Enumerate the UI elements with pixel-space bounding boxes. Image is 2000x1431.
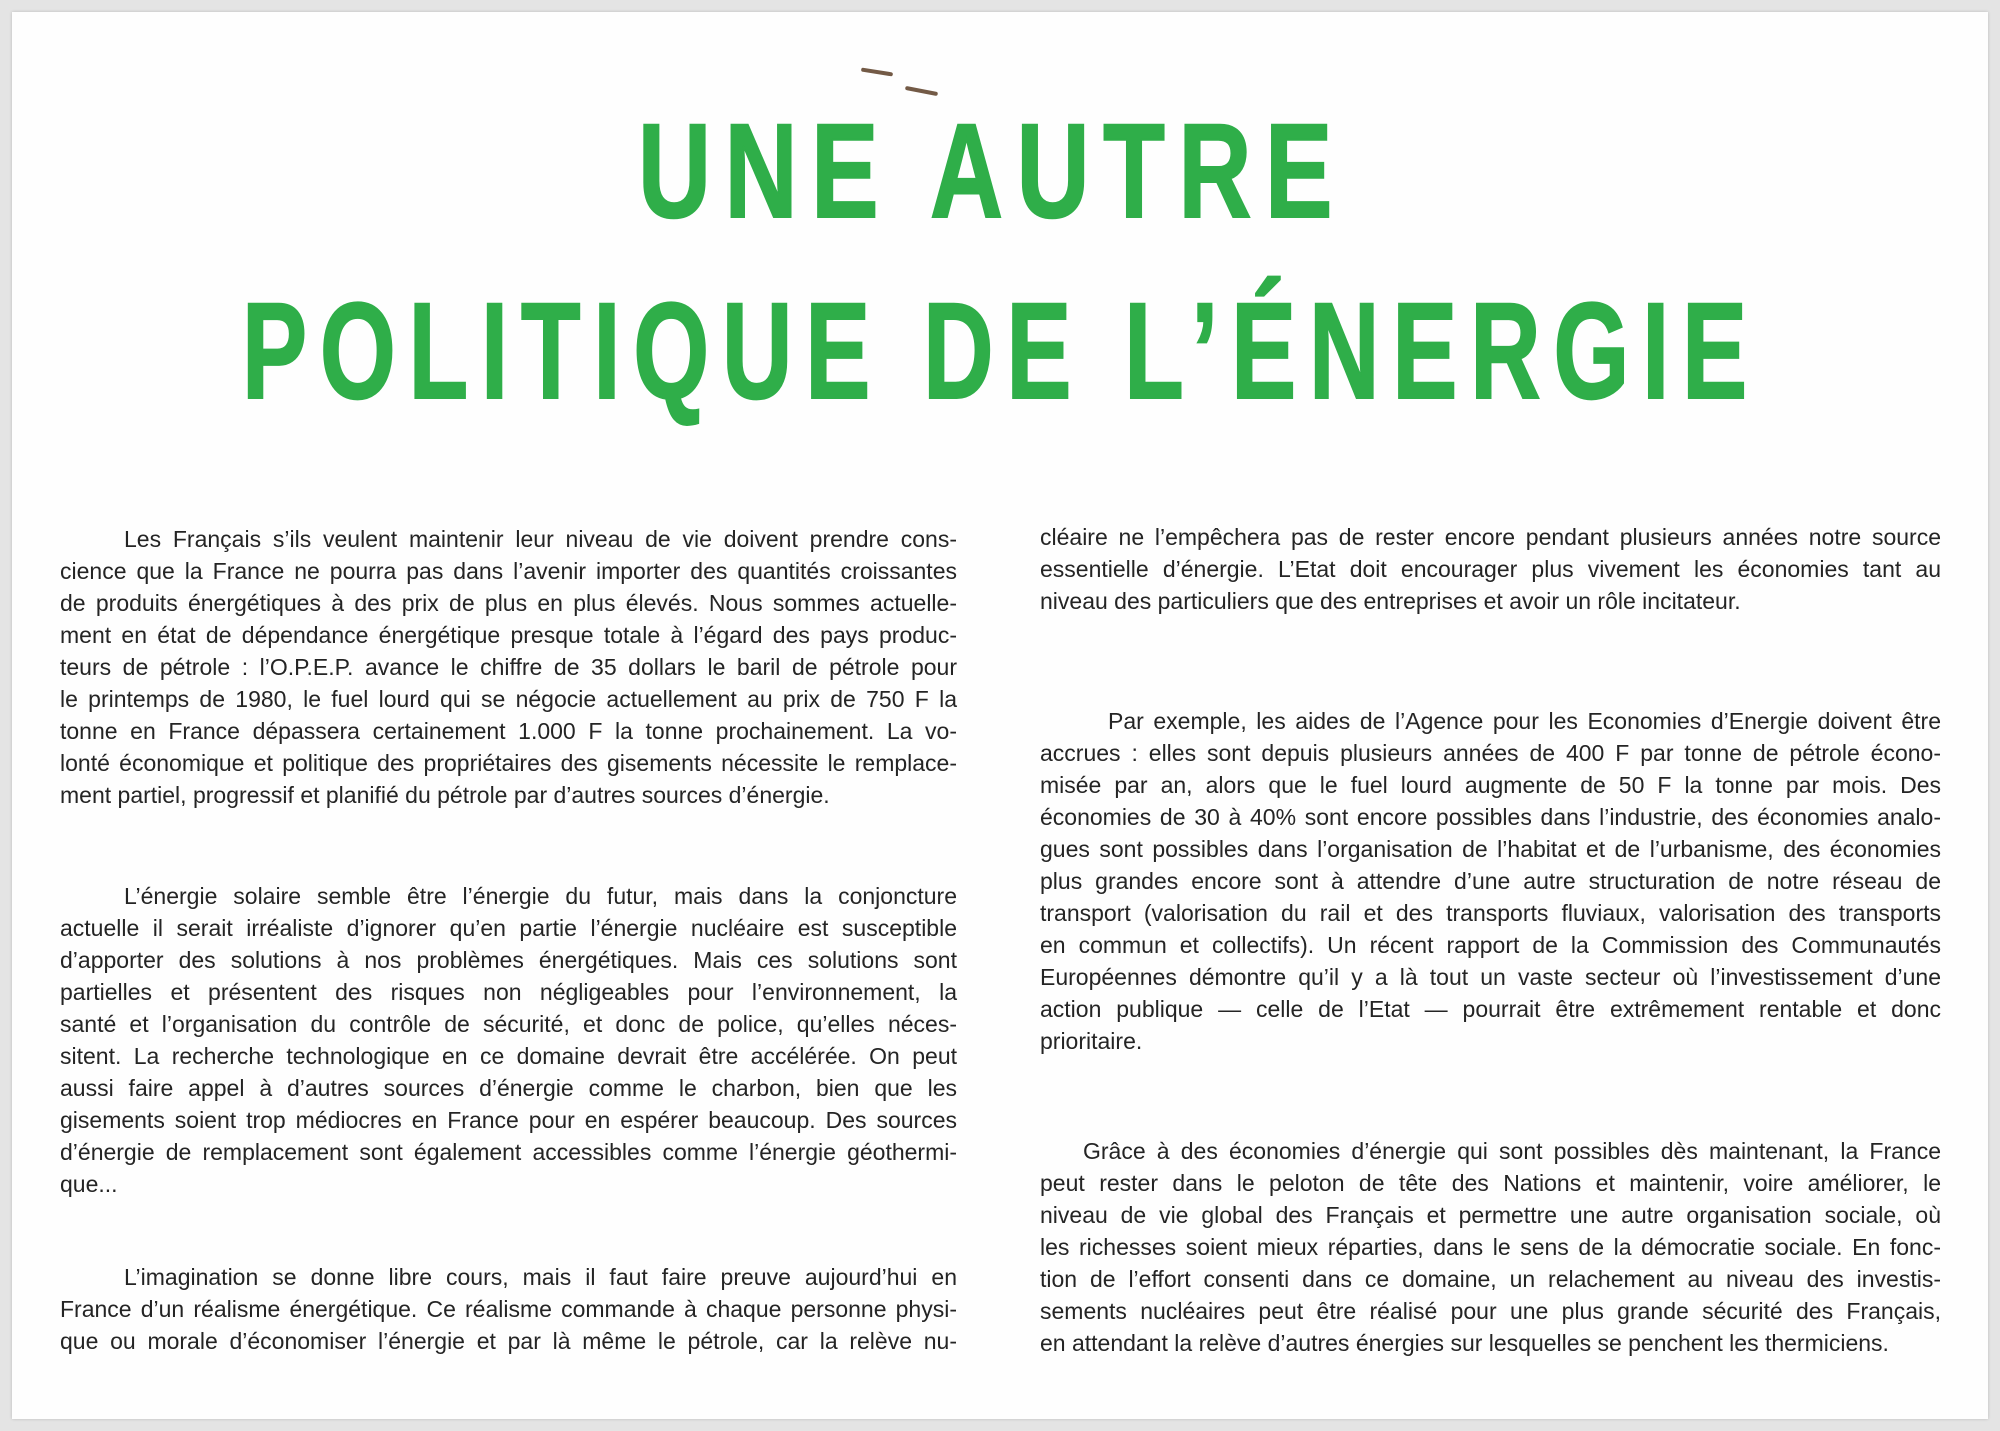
text-line: partielles et présentent des risques non négligeables pour l’environnement, la: [60, 979, 957, 1005]
text-line: sitent. La recherche technologique en ce domaine devrait être accélérée. On peut: [60, 1043, 957, 1069]
text-line: peut rester dans le peloton de tête des Nations et maintenir, voire améliorer, le: [1040, 1170, 1941, 1196]
text-line: teurs de pétrole : l’O.P.E.P. avance le chiffre de 35 dollars le baril de pétrole pour: [60, 654, 957, 680]
text-line: économies de 30 à 40% sont encore possibles dans l’industrie, des économies analo-: [1040, 804, 1941, 830]
text-line: en commun et collectifs). Un récent rapport de la Commission des Communautés: [1040, 932, 1941, 958]
right-paragraph-3: [1040, 1135, 1941, 1359]
text-line: accrues : elles sont depuis plusieurs années de 400 F par tonne de pétrole écono-: [1040, 740, 1941, 766]
text-line: d’apporter des solutions à nos problèmes énergétiques. Mais ces solutions sont: [60, 947, 957, 973]
text-line: santé et l’organisation du contrôle de sécurité, et donc de police, qu’elles néces-: [60, 1011, 957, 1037]
text-line: L’imagination se donne libre cours, mais il faut faire preuve aujourd’hui en: [124, 1264, 957, 1290]
text-line: d’énergie de remplacement sont également accessibles comme l’énergie géothermi-: [60, 1139, 957, 1165]
right-paragraph-1: [1040, 521, 1941, 617]
text-line: gisements soient trop médiocres en France pour en espérer beaucoup. Des sources: [60, 1107, 957, 1133]
text-line: Les Français s’ils veulent maintenir leur niveau de vie doivent prendre cons-: [124, 526, 957, 552]
text-line: plus grandes encore sont à attendre d’une autre structuration de notre réseau de: [1040, 868, 1941, 894]
text-line: ment partiel, progressif et planifié du pétrole par d’autres sources d’énergie.: [60, 782, 830, 808]
text-line: de produits énergétiques à des prix de plus en plus élevés. Nous sommes actuelle-: [60, 590, 957, 616]
title-line-1: UNE AUTRE: [638, 97, 1346, 246]
title-line-2: POLITIQUE DE L’ÉNERGIE: [242, 275, 1760, 428]
left-column: [60, 0, 957, 1431]
text-line: sements nucléaires peut être réalisé pour une plus grande sécurité des Français,: [1040, 1298, 1941, 1324]
text-line: niveau de vie global des Français et permettre une autre organisation sociale, où: [1040, 1202, 1941, 1228]
text-line: action publique — celle de l’Etat — pourrait être extrêmement rentable et donc: [1040, 996, 1941, 1022]
text-line: que ou morale d’économiser l’énergie et par là même le pétrole, car la relève nu-: [60, 1328, 957, 1354]
text-line: le printemps de 1980, le fuel lourd qui se négocie actuellement au prix de 750 F la: [60, 686, 957, 712]
text-line: misée par an, alors que le fuel lourd augmente de 50 F la tonne par mois. Des: [1040, 772, 1941, 798]
text-line: lonté économique et politique des propriétaires des gisements nécessite le remplace-: [60, 750, 957, 776]
text-line: Par exemple, les aides de l’Agence pour les Economies d’Energie doivent être: [1108, 708, 1941, 734]
text-line: les richesses soient mieux réparties, dans le sens de la démocratie sociale. En fonc-: [1040, 1234, 1941, 1260]
text-line: niveau des particuliers que des entreprises et avoir un rôle incitateur.: [1040, 588, 1741, 614]
text-line: essentielle d’énergie. L’Etat doit encourager plus vivement les économies tant au: [1040, 556, 1941, 582]
text-line: L’énergie solaire semble être l’énergie du futur, mais dans la conjoncture: [124, 883, 957, 909]
text-line: transport (valorisation du rail et des transports fluviaux, valorisation des transports: [1040, 900, 1941, 926]
text-line: cience que la France ne pourra pas dans l’avenir importer des quantités croissantes: [60, 558, 957, 584]
text-line: actuelle il serait irréaliste d’ignorer qu’en partie l’énergie nucléaire est susceptible: [60, 915, 957, 941]
text-line: Européennes démontre qu’il y a là tout un vaste secteur où l’investissement d’une: [1040, 964, 1941, 990]
text-line: cléaire ne l’empêchera pas de rester encore pendant plusieurs années notre source: [1040, 524, 1941, 550]
right-column: [1040, 0, 1941, 1431]
text-line: Grâce à des économies d’énergie qui sont possibles dès maintenant, la France: [1083, 1138, 1941, 1164]
left-paragraph-1: [60, 523, 957, 811]
text-line: ment en état de dépendance énergétique presque totale à l’égard des pays produc-: [60, 622, 957, 648]
right-paragraph-2: [1040, 705, 1941, 1057]
text-line: que...: [60, 1171, 118, 1197]
text-line: aussi faire appel à d’autres sources d’énergie comme le charbon, bien que les: [60, 1075, 957, 1101]
left-paragraph-3: [60, 1261, 957, 1357]
text-line: tonne en France dépassera certainement 1.000 F la tonne prochainement. La vo-: [60, 718, 957, 744]
text-line: prioritaire.: [1040, 1028, 1143, 1054]
left-paragraph-2: [60, 880, 957, 1200]
text-line: en attendant la relève d’autres énergies sur lesquelles se penchent les thermiciens.: [1040, 1330, 1889, 1356]
text-line: France d’un réalisme énergétique. Ce réalisme commande à chaque personne physi-: [60, 1296, 957, 1322]
text-line: tion de l’effort consenti dans ce domaine, un relachement au niveau des investis-: [1040, 1266, 1941, 1292]
text-line: gues sont possibles dans l’organisation de l’habitat et de l’urbanisme, des économies: [1040, 836, 1941, 862]
